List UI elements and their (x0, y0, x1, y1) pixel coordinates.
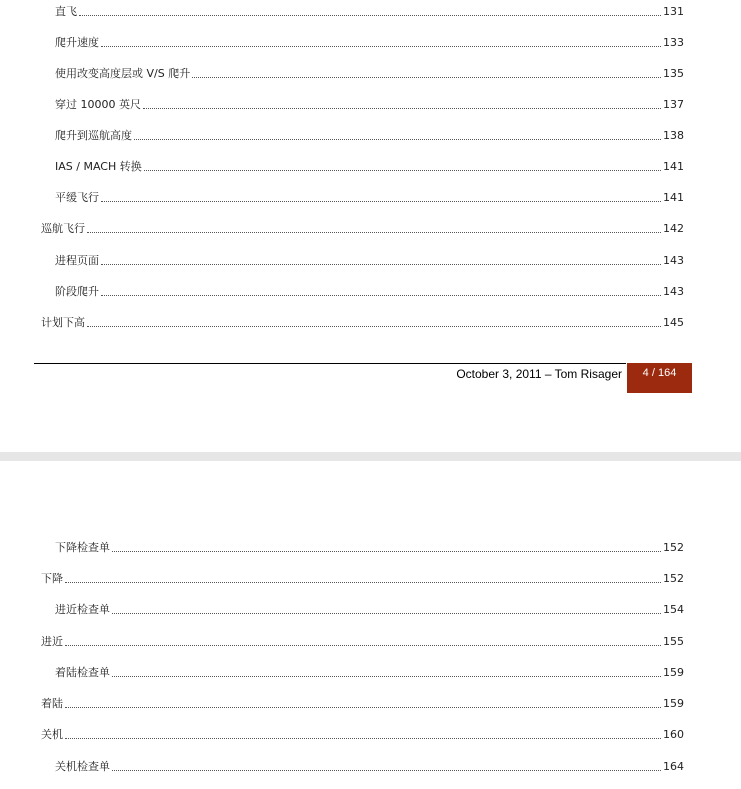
toc-entry-title: 着陆 (41, 697, 63, 710)
toc-entry-title: 计划下高 (41, 316, 85, 329)
toc-entry-page: 152 (663, 572, 684, 585)
toc-entry-title: 进程页面 (55, 254, 99, 267)
toc-entry-title: 爬升到巡航高度 (55, 129, 132, 142)
footer-date-author: October 3, 2011 – Tom Risager (456, 367, 622, 381)
toc-entry-title: 进近检查单 (55, 603, 110, 616)
page-separator (0, 452, 741, 461)
page-number-badge (627, 363, 692, 393)
toc-dot-leader (144, 170, 661, 171)
toc-entry-page: 131 (663, 5, 684, 18)
toc-entry[interactable] (55, 3, 684, 19)
toc-entry[interactable] (41, 314, 684, 330)
toc-dot-leader (112, 770, 661, 771)
toc-entry-page: 133 (663, 36, 684, 49)
toc-dot-leader (65, 707, 661, 708)
toc-entry-title: 进近 (41, 635, 63, 648)
toc-entry[interactable] (41, 633, 684, 649)
toc-entry-page: 160 (663, 728, 684, 741)
toc-dot-leader (192, 77, 661, 78)
toc-entry-page: 137 (663, 98, 684, 111)
toc-entry-page: 154 (663, 603, 684, 616)
toc-dot-leader (101, 201, 661, 202)
toc-dot-leader (65, 738, 661, 739)
toc-entry[interactable] (55, 664, 684, 680)
toc-entry-page: 159 (663, 666, 684, 679)
toc-entry-title: 穿过 10000 英尺 (55, 98, 141, 111)
toc-entry[interactable] (41, 726, 684, 742)
toc-entry-page: 142 (663, 222, 684, 235)
toc-entry-title: 着陆检查单 (55, 666, 110, 679)
toc-entry-page: 141 (663, 191, 684, 204)
toc-entry[interactable] (55, 252, 684, 268)
toc-entry-title: 关机检查单 (55, 760, 110, 773)
toc-entry-title: 使用改变高度层或 V/S 爬升 (55, 67, 191, 80)
toc-dot-leader (101, 295, 661, 296)
toc-dot-leader (79, 15, 661, 16)
toc-entry-page: 143 (663, 254, 684, 267)
toc-dot-leader (87, 232, 661, 233)
toc-entry[interactable] (55, 283, 684, 299)
toc-entry[interactable] (55, 65, 684, 81)
toc-entry-title: 直飞 (55, 5, 77, 18)
toc-dot-leader (65, 645, 661, 646)
toc-entry-page: 152 (663, 541, 684, 554)
toc-dot-leader (112, 613, 661, 614)
toc-entry-page: 138 (663, 129, 684, 142)
toc-entry[interactable] (55, 158, 684, 174)
toc-entry-page: 143 (663, 285, 684, 298)
toc-entry-page: 141 (663, 160, 684, 173)
toc-entry-title: 阶段爬升 (55, 285, 99, 298)
toc-entry-title: IAS / MACH 转换 (55, 160, 142, 173)
toc-dot-leader (65, 582, 661, 583)
toc-entry[interactable] (55, 127, 684, 143)
toc-dot-leader (143, 108, 661, 109)
toc-entry[interactable] (41, 220, 684, 236)
toc-entry[interactable] (55, 758, 684, 774)
toc-dot-leader (112, 551, 661, 552)
toc-entry[interactable] (41, 570, 684, 586)
toc-entry-title: 下降检查单 (55, 541, 110, 554)
toc-dot-leader (134, 139, 661, 140)
toc-entry[interactable] (55, 601, 684, 617)
document-page-5 (0, 461, 741, 789)
toc-entry-page: 155 (663, 635, 684, 648)
toc-entry[interactable] (55, 189, 684, 205)
toc-entry-title: 平缓飞行 (55, 191, 99, 204)
toc-entry-page: 135 (663, 67, 684, 80)
toc-entry-page: 164 (663, 760, 684, 773)
toc-dot-leader (101, 264, 661, 265)
toc-entry-page: 145 (663, 316, 684, 329)
toc-dot-leader (87, 326, 661, 327)
toc-entry-title: 爬升速度 (55, 36, 99, 49)
toc-dot-leader (112, 676, 661, 677)
toc-entry[interactable] (41, 695, 684, 711)
toc-entry-page: 159 (663, 697, 684, 710)
toc-entry[interactable] (55, 539, 684, 555)
toc-dot-leader (101, 46, 661, 47)
page-number-label: 4 / 164 (642, 367, 677, 379)
toc-entry-title: 巡航飞行 (41, 222, 85, 235)
toc-entry[interactable] (55, 34, 684, 50)
toc-entry[interactable] (55, 96, 684, 112)
footer-divider (34, 363, 626, 364)
toc-entry-title: 下降 (41, 572, 63, 585)
toc-entry-title: 关机 (41, 728, 63, 741)
